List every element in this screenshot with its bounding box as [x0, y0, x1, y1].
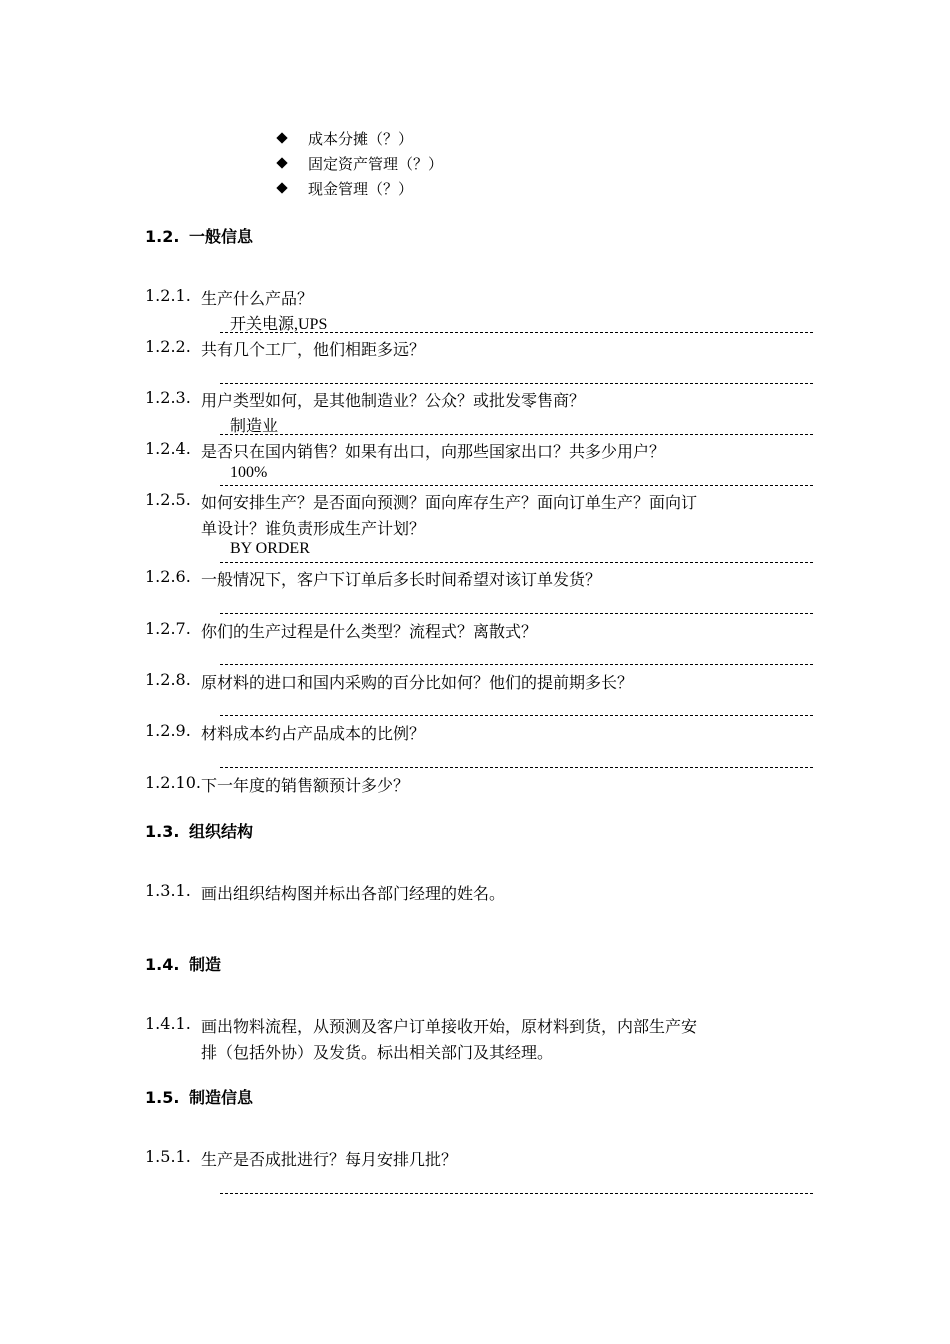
answer-text: BY ORDER — [230, 540, 310, 557]
diamond-bullet-icon — [276, 157, 287, 168]
answer-line — [220, 715, 813, 716]
answer-line — [220, 562, 813, 563]
answer-line — [220, 485, 813, 486]
answer-line — [220, 383, 813, 384]
list-item: 现金管理（？） — [278, 178, 413, 199]
answer-line — [220, 664, 813, 665]
section-heading: 1.4. 制造 — [145, 955, 222, 974]
section-heading: 1.5. 制造信息 — [145, 1088, 254, 1107]
section-heading: 1.2. 一般信息 — [145, 227, 254, 246]
answer-line — [220, 1193, 813, 1194]
section-heading: 1.3. 组织结构 — [145, 822, 254, 841]
list-item: 成本分摊（？） — [278, 128, 413, 149]
answer-text: 制造业 — [230, 418, 279, 435]
diamond-bullet-icon — [276, 132, 287, 143]
answer-line — [220, 434, 813, 435]
diamond-bullet-icon — [276, 182, 287, 193]
answer-line — [220, 613, 813, 614]
list-item: 固定资产管理（？） — [278, 153, 443, 174]
answer-line — [220, 332, 813, 333]
answer-text: 100% — [230, 464, 268, 481]
answer-line — [220, 767, 813, 768]
answer-text: 开关电源,UPS — [230, 316, 328, 333]
